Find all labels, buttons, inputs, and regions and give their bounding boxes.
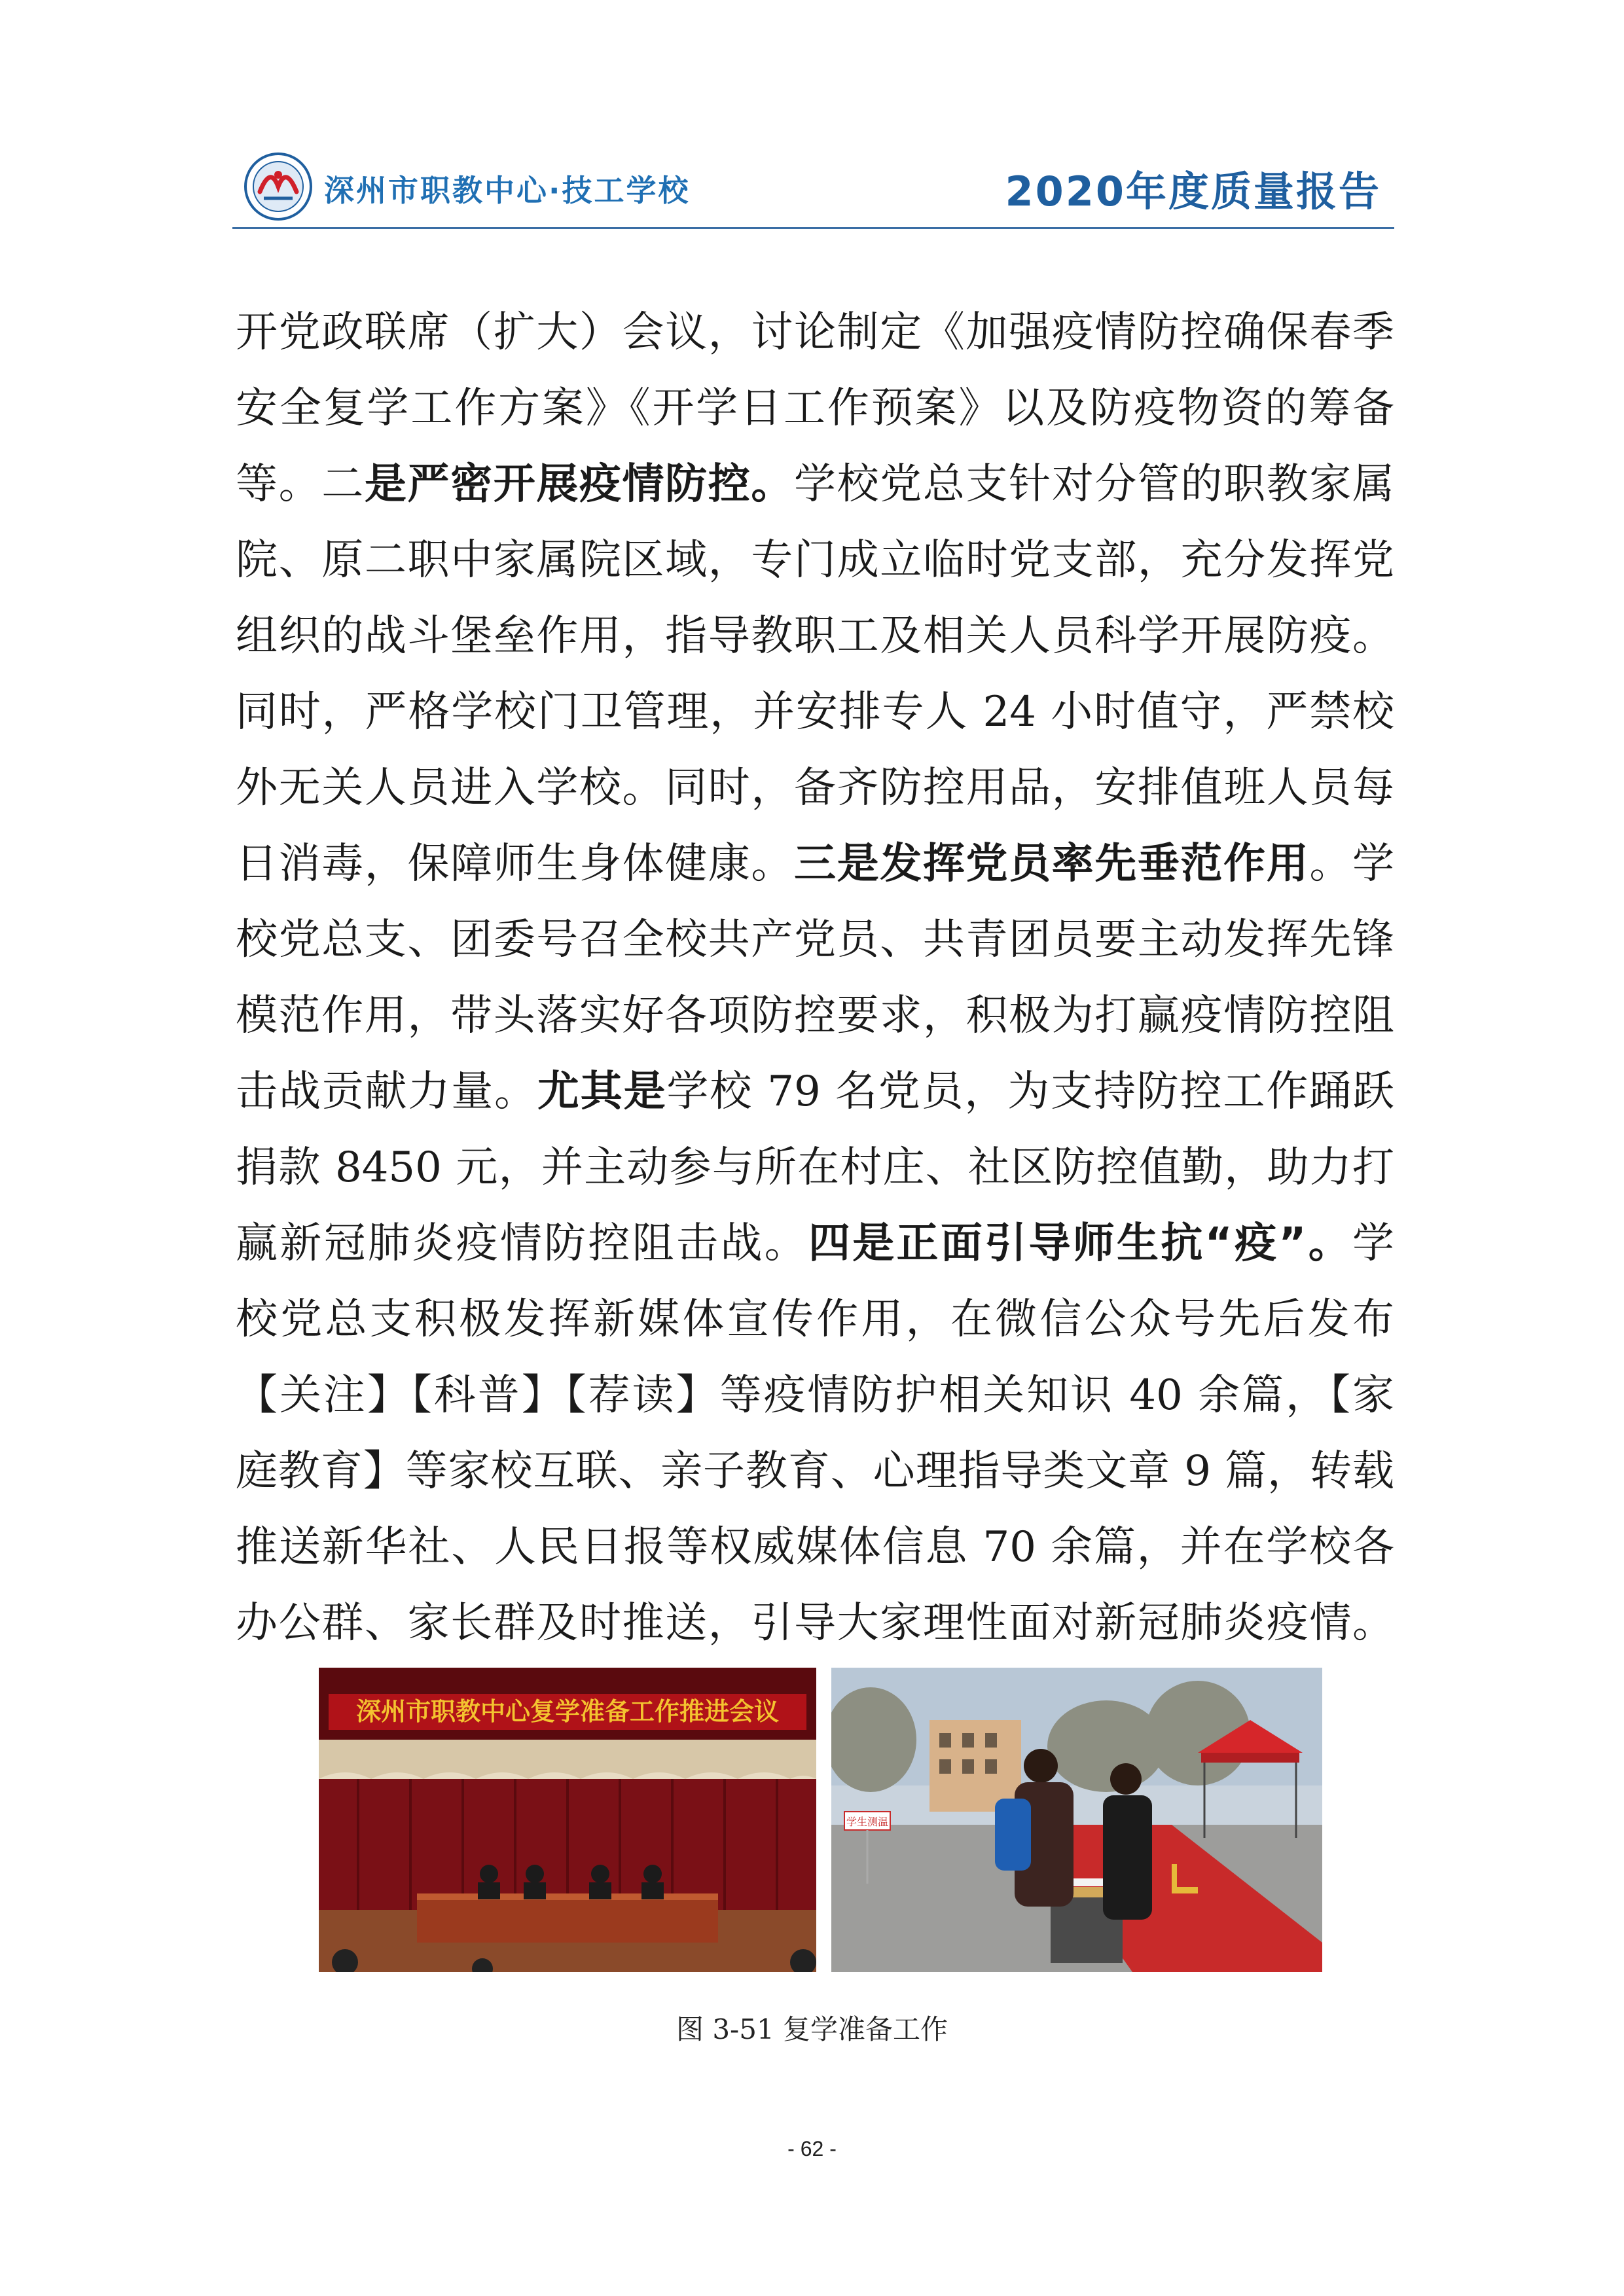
text-line bbox=[236, 978, 1394, 1054]
text-segment: 办公群、家长群及时推送，引导大家理性面对新冠肺炎疫情。 bbox=[236, 1599, 1394, 1647]
sign-text: 学生测温 bbox=[846, 1816, 889, 1828]
text-segment: 学 bbox=[1352, 1219, 1394, 1268]
text-segment: 院、原二职中家属院区域，专门成立临时党支部，充分发挥党 bbox=[236, 536, 1394, 584]
figure-caption: 图 3-51 复学准备工作 bbox=[676, 2013, 948, 2045]
header-divider bbox=[232, 227, 1394, 229]
text-segment: 外无关人员进入学校。同时，备齐防控用品，安排值班人员每 bbox=[236, 764, 1394, 812]
school-name: 深州市职教中心·技工学校 bbox=[324, 173, 691, 208]
text-line bbox=[236, 598, 1394, 674]
text-segment: 学校 79 名党员，为支持防控工作踊跃 bbox=[666, 1067, 1394, 1116]
text-segment: 击战贡献力量。 bbox=[236, 1067, 537, 1116]
text-segment: 学校党总支针对分管的职教家属 bbox=[794, 460, 1394, 509]
text-segment: 校党总支积极发挥新媒体宣传作用，在微信公众号先后发布 bbox=[236, 1295, 1394, 1344]
text-line bbox=[236, 902, 1394, 978]
text-segment: 等。二 bbox=[236, 460, 365, 509]
page-number: - 62 - bbox=[787, 2137, 837, 2161]
school-emblem-icon bbox=[244, 152, 312, 221]
text-segment: 安全复学工作方案》《开学日工作预案》以及防疫物资的筹备 bbox=[236, 384, 1394, 433]
text-line bbox=[236, 1054, 1394, 1130]
body-paragraph bbox=[236, 295, 1394, 1661]
text-line bbox=[236, 522, 1394, 598]
text-segment: 日消毒，保障师生身体健康。 bbox=[236, 840, 794, 888]
text-segment: 校党总支、团委号召全校共产党员、共青团员要主动发挥先锋 bbox=[236, 916, 1394, 964]
text-line bbox=[236, 1357, 1394, 1433]
bold-text-segment: 是严密开展疫情防控。 bbox=[364, 460, 795, 509]
text-line bbox=[236, 1206, 1394, 1282]
text-segment: 庭教育】等家校互联、亲子教育、心理指导类文章 9 篇，转载 bbox=[236, 1447, 1394, 1496]
bold-text-segment: 尤其是 bbox=[537, 1067, 667, 1116]
text-line bbox=[236, 446, 1394, 522]
text-segment: 开党政联席（扩大）会议，讨论制定《加强疫情防控确保春季 bbox=[236, 308, 1394, 357]
text-segment: 组织的战斗堡垒作用，指导教职工及相关人员科学开展防疫。 bbox=[236, 612, 1394, 660]
temperature-check-photo bbox=[831, 1668, 1322, 1972]
text-segment: 赢新冠肺炎疫情防控阻击战。 bbox=[236, 1219, 808, 1268]
text-line bbox=[236, 826, 1394, 902]
text-line bbox=[236, 370, 1394, 446]
text-line bbox=[236, 295, 1394, 370]
text-line bbox=[236, 1282, 1394, 1357]
text-segment: 捐款 8450 元，并主动参与所在村庄、社区防控值勤，助力打 bbox=[236, 1143, 1394, 1192]
text-line bbox=[236, 1433, 1394, 1509]
meeting-photo bbox=[319, 1668, 816, 1972]
bold-text-segment: 三是发挥党员率先垂范作用 bbox=[794, 840, 1310, 888]
text-segment: 【关注】【科普】【荐读】等疫情防护相关知识 40 余篇，【家 bbox=[236, 1371, 1394, 1420]
text-line bbox=[236, 1130, 1394, 1206]
text-line bbox=[236, 750, 1394, 826]
text-line bbox=[236, 674, 1394, 750]
text-segment: 模范作用，带头落实好各项防控要求，积极为打赢疫情防控阻 bbox=[236, 992, 1394, 1040]
text-segment: 推送新华社、人民日报等权威媒体信息 70 余篇，并在学校各 bbox=[236, 1523, 1394, 1571]
text-line bbox=[236, 1509, 1394, 1585]
banner-text: 深州市职教中心复学准备工作推进会议 bbox=[355, 1697, 780, 1726]
text-line bbox=[236, 1585, 1394, 1661]
text-segment: 。学 bbox=[1309, 840, 1394, 888]
report-title: 2020年度质量报告 bbox=[1005, 168, 1381, 215]
page-header bbox=[232, 141, 1394, 232]
text-segment: 同时，严格学校门卫管理，并安排专人 24 小时值守，严禁校 bbox=[236, 688, 1394, 736]
bold-text-segment: 四是正面引导师生抗“疫”。 bbox=[808, 1219, 1352, 1268]
